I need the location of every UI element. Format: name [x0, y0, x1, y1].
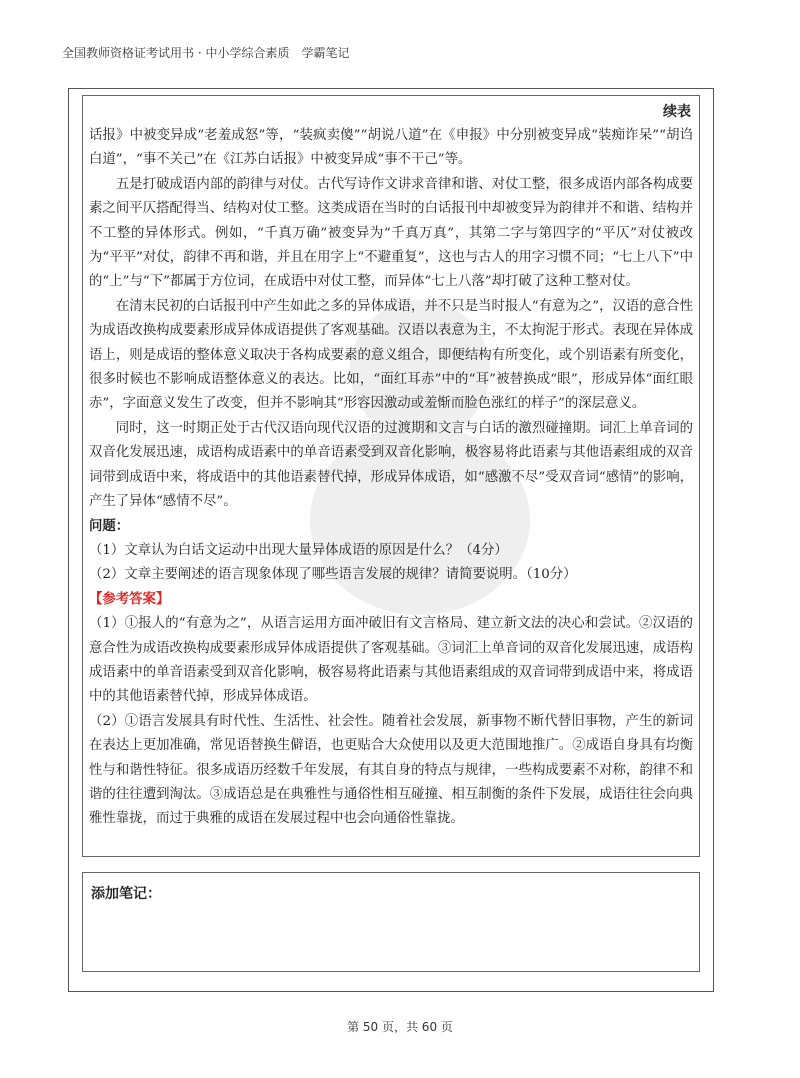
question-item: （2）文章主要阐述的语言现象体现了哪些语言发展的规律？请简要说明。（10分） — [89, 567, 577, 583]
body-text — [89, 124, 693, 832]
notes-box[interactable] — [82, 872, 700, 972]
page-header: 全国教师资格证考试用书 · 中小学综合素质 学霸笔记 — [62, 46, 350, 60]
content-box — [82, 95, 700, 857]
question-item: （1）文章认为白话文运动中出现大量异体成语的原因是什么？（4分） — [89, 542, 508, 558]
paragraph: 同时，这一时期正处于古代汉语向现代汉语的过渡期和文言与白话的激烈碰撞期。词汇上单音词的双音化发展迅速，成语构成语素中的单音语素受到双音化影响，极容易将此语素与其他语素组成的双音词带到成语中来，将成语中的其他语素替代掉，形成异体成语，如“感激不尽”受双音词“感情”的影响，产生了异体“感情不尽”。 — [89, 420, 693, 510]
question-label: 问题： — [89, 518, 130, 534]
paragraph: 话报》中被变异成“老羞成怒”等，“装疯卖傻”“胡说八道”在《申报》中分别被变异成“装痴诈呆”“胡诌白道”，“事不关己”在《江苏白话报》中被变异成“事不干己”等。 — [89, 128, 693, 168]
continued-label: 续表 — [663, 104, 691, 120]
answer-item: （1）①报人的“有意为之”，从语言运用方面冲破旧有文言格局、建立新文法的决心和尝试。②汉语的意合性为成语改换构成要素形成异体成语提供了客观基础。③词汇上单音词的双音化发展迅速，成语构成语素中的单音语素受到双音化影响，极容易将此语素与其他语素组成的双音词带到成语中来，将成语中的其他语素替代掉，形成异体成语。 — [89, 616, 693, 705]
page-footer: 第 50 页，共 60 页 — [347, 1020, 453, 1034]
answer-item: （2）①语言发展具有时代性、生活性、社会性。随着社会发展，新事物不断代替旧事物，产生的新词在表达上更加准确，常见语替换生僻语，也更贴合大众使用以及更大范围地推广。②成语自身具有均衡性与和谐性特征。很多成语历经数千年发展，有其自身的特点与规律，一些构成要素不对称，韵律不和谐的往往遭到淘汰。③成语总是在典雅性与通俗性相互碰撞、相互制衡的条件下发展，成语往往会向典雅性靠拢，而过于典雅的成语在发展过程中也会向通俗性靠拢。 — [89, 713, 693, 827]
notes-label: 添加笔记： — [91, 886, 161, 902]
answer-label: 【参考答案】 — [89, 591, 170, 607]
paragraph: 五是打破成语内部的韵律与对仗。古代写诗作文讲求音律和谐、对仗工整，很多成语内部各构成要素之间平仄搭配得当、结构对仗工整。这类成语在当时的白话报刊中却被变异为韵律并不和谐、结构并不工整的异体形式。例如，“千真万确”被变异为“千真万真”，其第二字与第四字的“平仄”对仗被改为“平平”对仗，韵律不再和谐，并且在用字上“不避重复”，这也与古人的用字习惯不同；“七上八下”中的“上”与“下”都属于方位词，在成语中对仗工整，而异体“七上八落”却打破了这种工整对仗。 — [89, 176, 693, 290]
paragraph: 在清末民初的白话报刊中产生如此之多的异体成语，并不只是当时报人“有意为之”，汉语的意合性为成语改换构成要素形成异体成语提供了客观基础。汉语以表意为主，不太拘泥于形式。表现在异体成语上，则是成语的整体意义取决于各构成要素的意义组合，即便结构有所变化，或个别语素有所变化，很多时候也不影响成语整体意义的表达。比如，“面红耳赤”中的“耳”被替换成“眼”，形成异体“面红眼赤”，字面意义发生了改变，但并不影响其“形容因激动或羞惭而脸色涨红的样子”的深层意义。 — [89, 298, 693, 412]
